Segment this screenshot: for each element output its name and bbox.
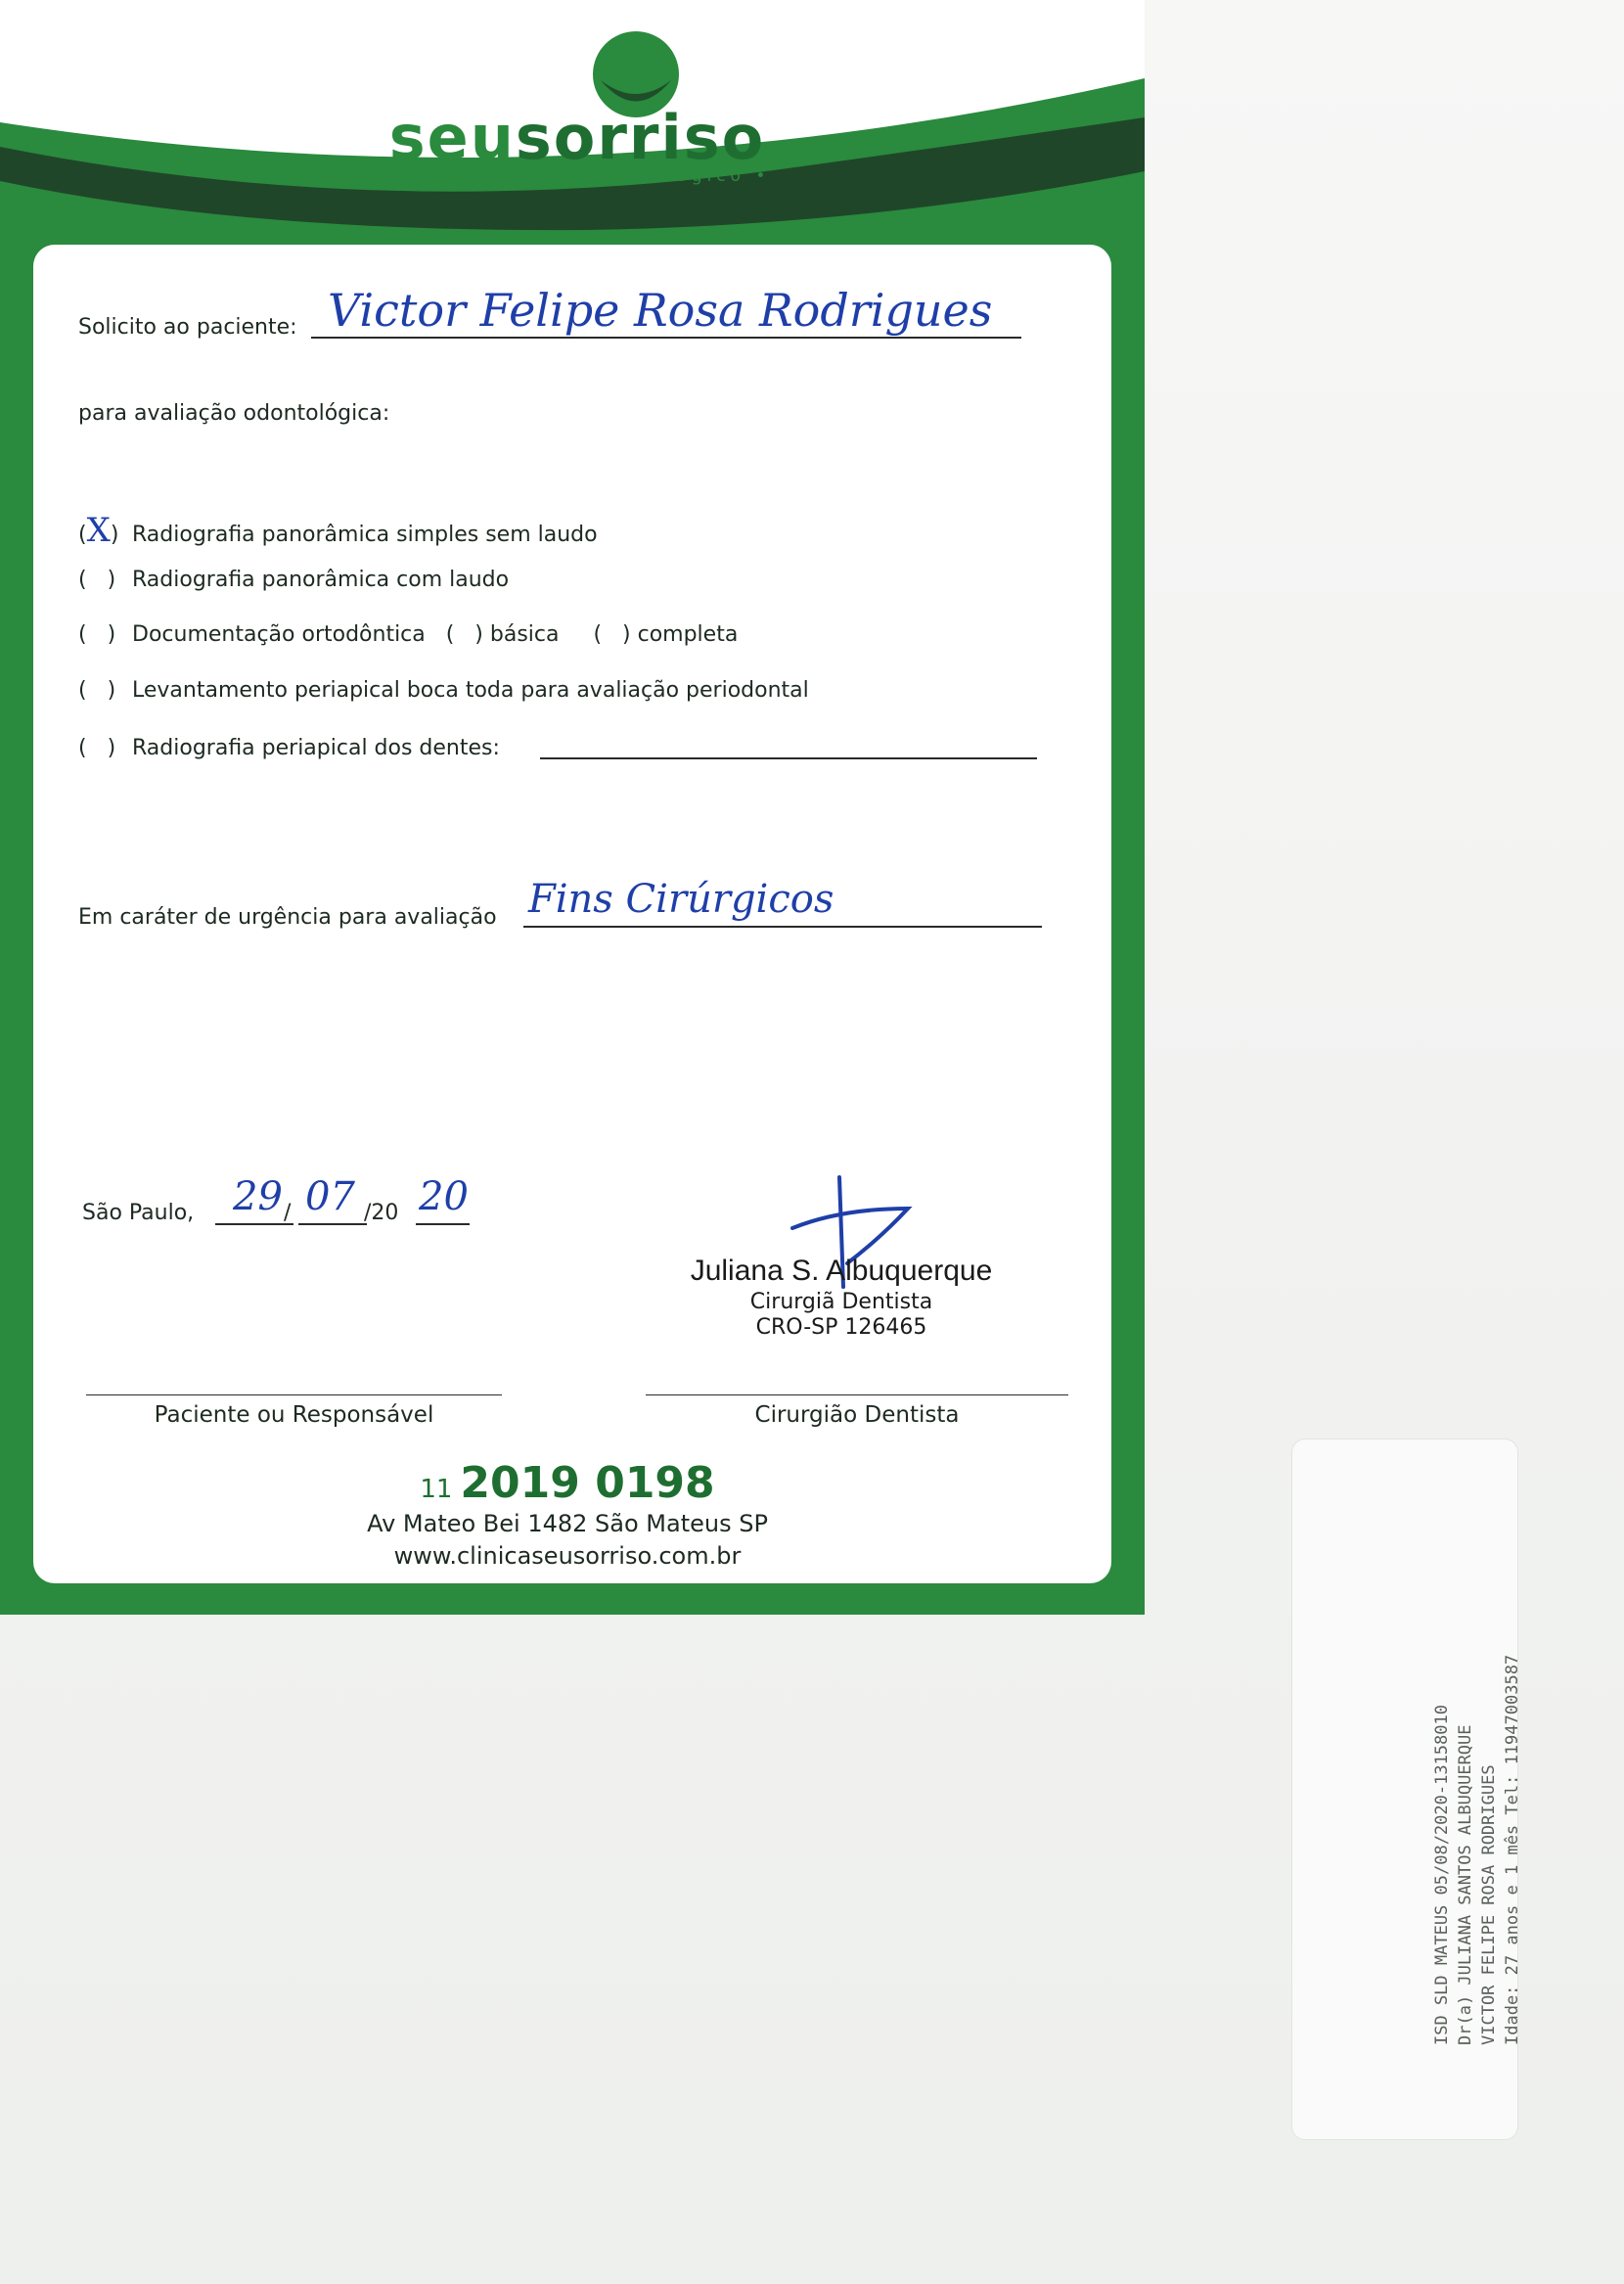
option-text: Radiografia panorâmica simples sem laudo xyxy=(132,523,598,547)
option-periapical-full xyxy=(78,678,809,703)
request-label: Solicito ao paciente: xyxy=(78,315,297,340)
dentist-signature-label: Cirurgião Dentista xyxy=(754,1402,960,1428)
purpose-label: para avaliação odontológica: xyxy=(78,401,390,426)
clinic-website[interactable]: www.clinicaseusorriso.com.br xyxy=(393,1542,742,1570)
urgency-handwritten: Fins Cirúrgicos xyxy=(528,877,835,922)
phone-area: 11 xyxy=(420,1475,453,1504)
brand-tagline: • atendimento odontológico • xyxy=(383,166,771,186)
phone-number: 2019 0198 xyxy=(460,1458,715,1508)
date-month-line xyxy=(298,1223,367,1225)
date-year-prefix: /20 xyxy=(364,1201,399,1225)
option-panoramic-simple xyxy=(78,511,598,550)
checkbox-paren[interactable]: ( ) xyxy=(78,736,116,760)
checkbox-mark-handwritten: X xyxy=(86,511,111,550)
date-year-line xyxy=(416,1223,470,1225)
stamp-cro: CRO-SP 126465 xyxy=(755,1315,927,1340)
option-sub-complete: completa xyxy=(637,622,739,647)
option-panoramic-report xyxy=(78,568,509,592)
checkbox-paren[interactable]: ( ) xyxy=(78,678,116,703)
sticker-line-1: ISD SLD MATEUS 05/08/2020-13158010 xyxy=(1432,1705,1452,2045)
brand-logo xyxy=(372,104,783,172)
checkbox-paren[interactable]: ( ) xyxy=(78,622,116,647)
sticker-line-2: Dr(a) JULIANA SANTOS ALBUQUERQUE xyxy=(1456,1724,1475,2045)
urgency-label: Em caráter de urgência para avaliação xyxy=(78,905,497,930)
date-day-handwritten: 29 xyxy=(233,1174,283,1219)
teeth-line xyxy=(540,757,1037,759)
option-periapical-teeth xyxy=(78,736,500,760)
option-orthodontic-docs: ( ) Documentação ortodôntica ( ) básica ( ) completa xyxy=(78,622,739,647)
sticker-line-4: Idade: 27 anos e 1 mês Tel: 11947003587 xyxy=(1503,1654,1522,2045)
sticker-text xyxy=(1430,1655,1524,2045)
city-label: São Paulo, xyxy=(82,1201,195,1225)
checkbox-paren[interactable]: (X) xyxy=(78,511,119,550)
date-month-handwritten: 07 xyxy=(305,1174,355,1219)
option-text: Radiografia panorâmica com laudo xyxy=(132,568,510,592)
dentist-signature-line xyxy=(646,1394,1068,1395)
brand-name-sorriso: sorriso xyxy=(515,102,766,173)
brand-name-seu: seu xyxy=(388,102,516,173)
clinic-phone xyxy=(372,1458,763,1508)
sticker-line-3: VICTOR FELIPE ROSA RODRIGUES xyxy=(1479,1764,1499,2045)
urgency-line xyxy=(523,926,1042,928)
date-year-handwritten: 20 xyxy=(419,1174,469,1219)
clinic-address: Av Mateo Bei 1482 São Mateus SP xyxy=(367,1510,768,1537)
checkbox-paren[interactable]: ( ) xyxy=(78,568,116,592)
referral-form: seusorriso • atendimento odontológico • Solicito ao paciente: Victor Felipe Rosa Rodrigues para avaliação odontológica: (X) Radiografia panorâmica simples sem laudo ( ) Radiografia panorâmica com laudo ( ) Documentação ortodôntica ( ) básica ( ) completa ( ) Levantamento periapical boca toda para avaliação periodontal ( ) Radiografia periapical dos dentes: Em caráter de urgência para avaliação Fins Cirúrgicos São Paulo, 29 / 07 /20 20 Juliana S. Albuquerque Cirurgiã Dentista CRO-SP 126465 Paciente ou Responsável Cirurgião Dentista 11 2019 0198 Av Mateo Bei 1482 São Mateus SP www.clinicaseusorriso.com.br xyxy=(0,0,1145,1615)
option-text: Documentação ortodôntica xyxy=(132,622,426,647)
option-sub-basic: básica xyxy=(489,622,560,647)
stamp-title: Cirurgiã Dentista xyxy=(749,1290,933,1314)
option-text: Radiografia periapical dos dentes: xyxy=(132,736,500,760)
patient-name-line xyxy=(311,337,1021,339)
patient-signature-line xyxy=(86,1394,502,1395)
date-day-line xyxy=(215,1223,293,1225)
patient-name-handwritten: Victor Felipe Rosa Rodrigues xyxy=(328,284,993,337)
patient-signature-label: Paciente ou Responsável xyxy=(154,1402,434,1428)
option-text: Levantamento periapical boca toda para avaliação periodontal xyxy=(132,678,809,703)
stamp-name: Juliana S. Albuquerque xyxy=(690,1255,993,1287)
